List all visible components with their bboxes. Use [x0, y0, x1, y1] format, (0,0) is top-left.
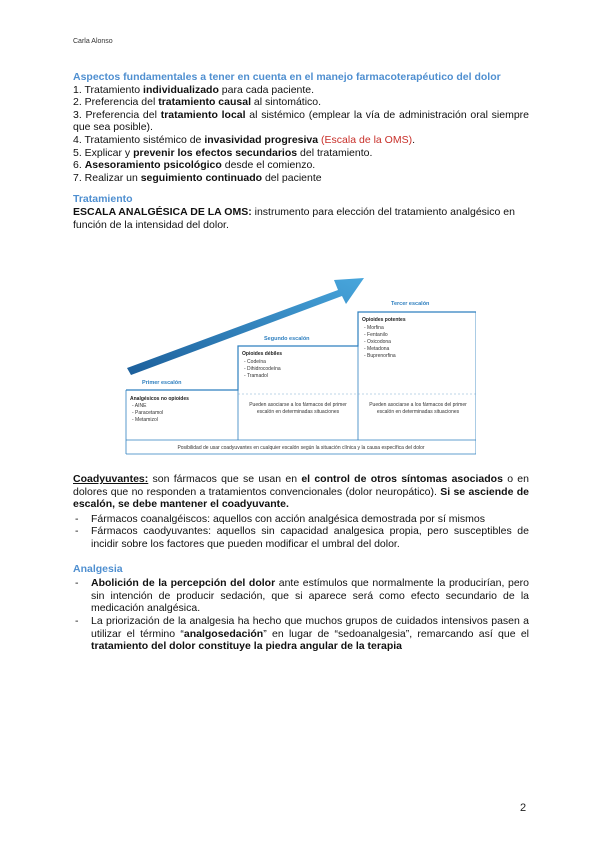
step3-item: - Buprenorfina: [364, 353, 396, 359]
aspect-item-1: 1. Tratamiento individualizado para cada paciente.: [73, 83, 315, 96]
step1-title: Primer escalón: [142, 380, 182, 386]
document-body: [73, 71, 529, 231]
aspect-item-6: 6. Asesoramiento psicológico desde el comienzo.: [73, 159, 316, 172]
step1-item: - AINE: [132, 403, 147, 409]
who-analgesic-ladder: [124, 272, 476, 458]
step2-item: - Codeína: [244, 359, 266, 365]
step3-item: - Morfina: [364, 325, 384, 331]
step2-title: Segundo escalón: [264, 336, 310, 342]
who-scale-reference: (Escala de la OMS): [321, 133, 413, 146]
lower-body: [73, 473, 529, 653]
step3-item: - Fentanilo: [364, 332, 388, 338]
step2-item: - Dihidrocodeína: [244, 366, 281, 372]
list-item: - Abolición de la percepción del dolor ante estímulos que normalmente la producirían, pero sin intención de producir sedación, que si aparece será como efecto secundario de la medicación analgésica.: [73, 577, 529, 615]
step3-note: Pueden asociarse a los fármacos del primer escalón en determinadas situaciones: [369, 402, 467, 415]
aspect-item-7: 7. Realizar un seguimiento continuado del paciente: [73, 171, 322, 184]
ladder-graphic: [124, 272, 476, 458]
step3-item: - Metadona: [364, 346, 390, 352]
step2-item: - Tramadol: [244, 373, 268, 379]
escala-paragraph: ESCALA ANALGÉSICA DE LA OMS: instrumento para elección del tratamiento analgésico en función de la intensidad del dolor.: [73, 205, 515, 231]
step1-item: - Metamizol: [132, 417, 158, 423]
step1-item: - Paracetamol: [132, 410, 164, 416]
list-item: - La priorización de la analgesia ha hecho que muchos grupos de cuidados intensivos pasen a utilizar el término “analgosedación” en lugar de “sedoanalgesia”, remarcando así que el tratamiento del dolor constituye la piedra angular de la terapia: [73, 615, 529, 653]
coadyuvantes-list: [73, 513, 529, 551]
aspects-heading: Aspectos fundamentales a tener en cuenta en el manejo farmacoterapéutico del dolor: [73, 71, 501, 83]
aspect-item-2: 2. Preferencia del tratamiento causal al sintomático.: [73, 96, 322, 109]
analgesia-list: [73, 577, 529, 653]
aspect-item-3: 3. Preferencia del tratamiento local al sistémico (emplear la vía de administración oral siempre que sea posible).: [73, 108, 530, 134]
aspect-item-5: 5. Explicar y prevenir los efectos secundarios del tratamiento.: [73, 146, 373, 159]
step3-item: - Oxicodona: [364, 339, 391, 345]
aspects-list: [73, 84, 529, 185]
list-item: - Fármacos caodyuvantes: aquellos sin capacidad analgesica propia, pero susceptibles de incidir sobre los factores que pueden modificar el umbral del dolor.: [73, 525, 529, 550]
list-item: - Fármacos coanalgéiscos: aquellos con acción analgésica demostrada por sí mismos: [73, 513, 529, 526]
step1-group: Analgésicos no opioides: [130, 396, 189, 402]
step2-group: Opioides débiles: [242, 351, 283, 357]
analgesia-heading: Analgesia: [73, 562, 123, 575]
author-header: Carla Alonso: [73, 38, 113, 45]
step3-group: Opioides potentes: [362, 317, 406, 323]
step3-title: Tercer escalón: [391, 301, 430, 307]
coadyuvantes-paragraph: Coadyuvantes: son fármacos que se usan en el control de otros síntomas asociados o en dolores que no responden a tratamientos convencionales (dolor neuropático). Si se asciende de escalón, se debe mantener el coadyuvante.: [73, 473, 529, 511]
ladder-footer-note: Posibilidad de usar coadyuvantes en cualquier escalón según la situación clínica y la causa específica del dolor: [177, 445, 425, 451]
step2-note: Pueden asociarse a los fármacos del primer escalón en determinadas situaciones: [249, 402, 347, 415]
page-number: 2: [520, 802, 527, 814]
tratamiento-heading: Tratamiento: [73, 193, 133, 206]
aspect-item-4: 4. Tratamiento sistémico de invasividad progresiva (Escala de la OMS).: [73, 133, 415, 146]
